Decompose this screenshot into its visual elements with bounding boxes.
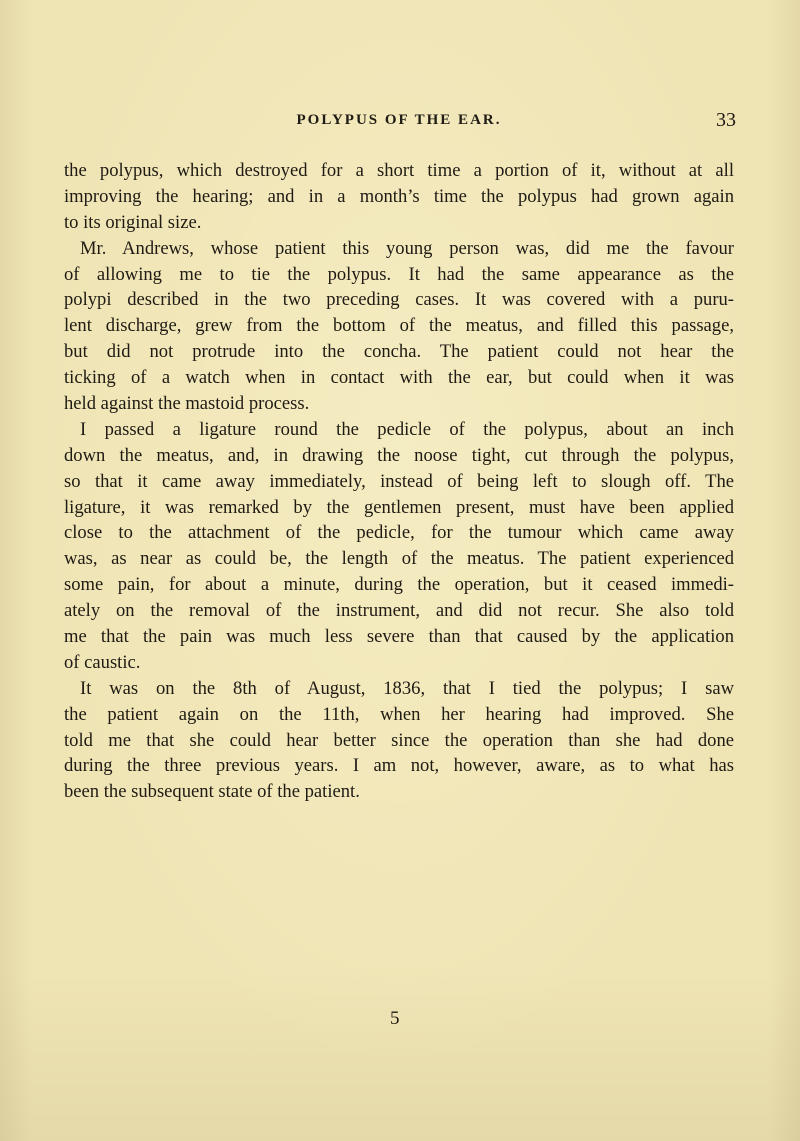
text-line: but did not protrude into the concha. The patient could not hear the [64, 341, 734, 363]
text-line: ately on the removal of the instrument, and did not recur. She also told [64, 600, 734, 622]
text-line: so that it came away immediately, instead of being left to slough off. The [64, 470, 734, 492]
page-number: 33 [716, 109, 736, 131]
running-title: POLYPUS OF THE EAR. [296, 112, 502, 128]
body-text [64, 158, 734, 805]
text-line: held against the mastoid process. [64, 393, 310, 415]
text-line: ticking of a watch when in contact with the ear, but could when it was [64, 367, 734, 389]
text-line: ligature, it was remarked by the gentlemen present, must have been applied [64, 496, 734, 518]
text-line: told me that she could hear better since the operation than she had done [64, 729, 734, 751]
text-line: the patient again on the 11th, when her hearing had improved. She [64, 703, 734, 725]
text-line: of caustic. [64, 651, 141, 673]
text-line: down the meatus, and, in drawing the noose tight, cut through the polypus, [64, 444, 734, 466]
text-line: polypi described in the two preceding cases. It was covered with a puru- [64, 289, 734, 311]
text-line: the polypus, which destroyed for a short time a portion of it, without at all [64, 160, 734, 181]
text-line: me that the pain was much less severe than that caused by the application [64, 626, 734, 648]
text-line: some pain, for about a minute, during the operation, but it ceased immedi- [64, 574, 734, 596]
text-line: during the three previous years. I am not, however, aware, as to what has [64, 755, 734, 777]
text-line: It was on the 8th of August, 1836, that I tied the polypus; I saw [80, 677, 734, 699]
running-head [64, 109, 736, 136]
text-line: close to the attachment of the pedicle, for the tumour which came away [64, 522, 734, 544]
text-line: I passed a ligature round the pedicle of the polypus, about an inch [80, 418, 734, 440]
text-line: Mr. Andrews, whose patient this young person was, did me the favour [80, 237, 734, 259]
text-line: improving the hearing; and in a month’s time the polypus had grown again [64, 185, 734, 207]
text-line: to its original size. [64, 211, 202, 233]
text-line: was, as near as could be, the length of the meatus. The patient experienced [64, 548, 734, 570]
signature-mark: 5 [390, 1008, 400, 1029]
text-line: lent discharge, grew from the bottom of the meatus, and filled this passage, [64, 315, 734, 337]
text-line: of allowing me to tie the polypus. It had the same appearance as the [64, 263, 734, 285]
text-line: been the subsequent state of the patient. [64, 781, 360, 803]
